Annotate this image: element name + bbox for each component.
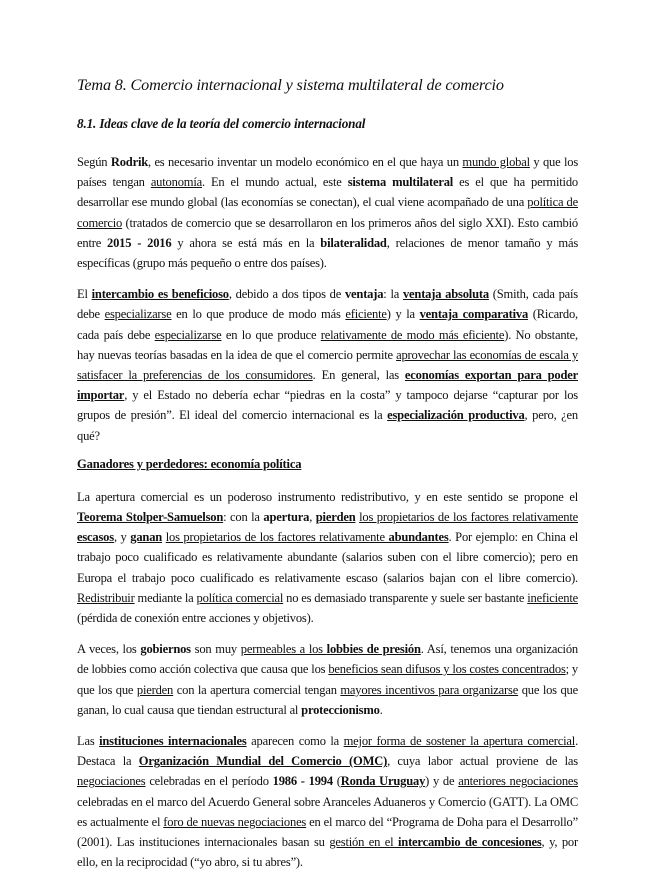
emphasized-text: ventaja	[344, 287, 384, 302]
paragraph	[77, 487, 578, 628]
emphasized-text: foro de nuevas negociaciones	[163, 814, 307, 829]
text-run: en lo que produce	[221, 327, 321, 342]
emphasized-text: política comercial	[196, 590, 284, 605]
paragraph	[77, 639, 578, 720]
text-run: : con la	[223, 510, 264, 525]
emphasized-text: pierden	[136, 682, 174, 697]
text-run: . Por ejemplo: en China el trabajo poco cualificado es relativamente abundante (salarios suben con el libre comercio); pero en Europa el trabajo poco cualificado es relativamente escaso (salarios bajan con el libre comercio).	[77, 530, 578, 585]
emphasized-text: bilateralidad	[320, 235, 387, 250]
text-run: ) y de	[425, 774, 459, 789]
paragraph	[77, 731, 578, 872]
text-run: celebradas en el marco del Acuerdo General sobre Aranceles Aduaneros y Comercio (GATT). La OMC es actualmente el	[77, 794, 578, 829]
text-run: son muy	[190, 642, 241, 657]
text-run: y que los países tengan	[77, 155, 578, 190]
emphasized-text: 1986 - 1994	[272, 774, 333, 789]
emphasized-text: beneficios sean difusos y los costes concentrados	[328, 662, 566, 677]
text-run: : la	[383, 287, 403, 302]
emphasized-text: especialización productiva	[387, 408, 525, 423]
emphasized-text: negociaciones	[77, 774, 146, 789]
text-run: en lo que produce de modo más	[171, 307, 346, 322]
emphasized-text: Redistribuir	[77, 590, 135, 605]
emphasized-text: política de comercio	[77, 195, 578, 230]
text-run: ). No obstante, hay nuevas teorías basadas en la idea de que el comercio permite	[77, 327, 578, 362]
subheading: Ganadores y perdedores: economía política	[77, 456, 302, 471]
emphasized-text: eficiente	[345, 307, 387, 322]
text-run: , es necesario inventar un modelo económico en el que haya un	[148, 155, 463, 169]
emphasized-text: especializarse	[154, 327, 222, 342]
emphasized-text: Ronda Uruguay	[340, 774, 426, 789]
emphasized-text: autonomía	[150, 175, 202, 190]
text-run: . Destaca la	[77, 734, 579, 769]
text-run: con la apertura comercial tengan	[173, 682, 341, 697]
text-run: (pérdida de conexión entre acciones y objetivos).	[77, 611, 314, 626]
text-run: que los que ganan, lo cual causa que tiendan estructural al	[77, 682, 578, 717]
text-run: , y, por ello, en la reciprocidad (“yo abro, si tu abres”).	[77, 835, 578, 870]
text-run: ; y que los que	[77, 662, 579, 697]
emphasized-text: mayores incentivos para organizarse	[340, 682, 519, 697]
text-run: La apertura comercial es un poderoso instrumento redistributivo, y en este sentido se propone el	[77, 489, 578, 504]
paragraph	[77, 152, 578, 273]
text-run: mediante la	[134, 590, 197, 605]
emphasized-text: lobbies de presión	[326, 642, 421, 657]
text-run: (	[332, 774, 341, 789]
emphasized-text: los propietarios de los factores relativamente	[165, 530, 389, 545]
emphasized-text: ventaja comparativa	[419, 307, 529, 322]
text-run: . Así, tenemos una organización de lobbies como acción colectiva que causa que los	[77, 642, 578, 677]
text-run: (Ricardo, cada país debe	[77, 307, 578, 342]
emphasized-text: Rodrik	[110, 155, 149, 169]
text-run: .	[379, 702, 383, 717]
text-run: en el marco del “Programa de Doha para el Desarrollo” (2001). Las instituciones internacionales basan su	[77, 814, 578, 850]
text-run: , debido a dos tipos de	[228, 287, 345, 302]
emphasized-text: permeables a los	[240, 642, 327, 657]
emphasized-text: Teorema Stolper-Samuelson	[77, 510, 224, 525]
text-run: , y	[113, 530, 131, 545]
emphasized-text: pierden	[315, 510, 356, 525]
text-run: , y el Estado no debería echar “piedras en la costa” y tampoco dejarse “capturar por los grupos de presión”. El ideal del comercio internacional es la	[77, 388, 578, 423]
document-title: Tema 8. Comercio internacional y sistema multilateral de comercio	[77, 76, 504, 94]
text-run: (tratados de comercio que se desarrollaron en los primeros años del siglo XXI). Esto cambió entre	[77, 215, 578, 250]
emphasized-text: anteriores negociaciones	[458, 774, 578, 789]
emphasized-text: proteccionismo	[301, 702, 380, 717]
emphasized-text: gobiernos	[140, 642, 191, 657]
emphasized-text: ganan	[130, 530, 163, 545]
emphasized-text: abundantes	[388, 530, 449, 545]
text-run: ,	[309, 510, 316, 525]
emphasized-text: gestión en el	[329, 835, 399, 850]
text-run: y ahora se está más en la	[171, 235, 321, 250]
emphasized-text: economías exportan para poder importar	[77, 368, 579, 403]
text-run: es el que ha permitido desarrollar ese mundo global (las economías se conectan), el cual viene acompañado de una	[77, 175, 578, 210]
emphasized-text: Organización Mundial del Comercio (OMC)	[138, 754, 388, 769]
text-run: aparecen como la	[246, 734, 344, 749]
text-run: , cuya labor actual proviene de las	[387, 754, 578, 769]
emphasized-text: instituciones internacionales	[99, 734, 247, 749]
emphasized-text: intercambio de concesiones	[398, 835, 542, 850]
section-title: 8.1. Ideas clave de la teoría del comercio internacional	[77, 116, 366, 131]
text-run: celebradas en el período	[145, 774, 273, 789]
text-run: no es demasiado transparente y suele ser bastante	[283, 590, 528, 605]
emphasized-text: intercambio es beneficioso	[91, 287, 229, 302]
text-run: , relaciones de menor tamaño y más específicas (grupo más pequeño o entre dos países).	[77, 235, 578, 271]
text-run: El	[77, 287, 92, 302]
emphasized-text: sistema multilateral	[347, 175, 454, 190]
text-run: ) y la	[386, 307, 420, 322]
text-run: . En general, las	[312, 368, 405, 383]
text-run: (Smith, cada país debe	[77, 287, 578, 322]
text-run: , pero, ¿en qué?	[77, 408, 578, 443]
emphasized-text: aprovechar las economías de escala y satisfacer la preferencias de los consumidores	[77, 347, 578, 383]
paragraph	[77, 284, 578, 446]
emphasized-text: ventaja absoluta	[402, 287, 489, 302]
emphasized-text: 2015 - 2016	[107, 235, 172, 250]
text-run: A veces, los	[77, 642, 141, 657]
emphasized-text: los propietarios de los factores relativamente	[359, 510, 578, 525]
text-run: Las	[77, 734, 100, 749]
emphasized-text: mejor forma de sostener la apertura comercial	[343, 734, 576, 749]
emphasized-text: especializarse	[104, 307, 172, 322]
text-run: Según	[77, 155, 111, 169]
emphasized-text: mundo global	[462, 155, 530, 169]
emphasized-text: relativamente de modo más eficiente	[320, 327, 505, 342]
emphasized-text: escasos	[77, 530, 114, 545]
emphasized-text: ineficiente	[527, 590, 578, 605]
emphasized-text: apertura	[263, 510, 310, 525]
text-run: . En el mundo actual, este	[201, 175, 348, 190]
